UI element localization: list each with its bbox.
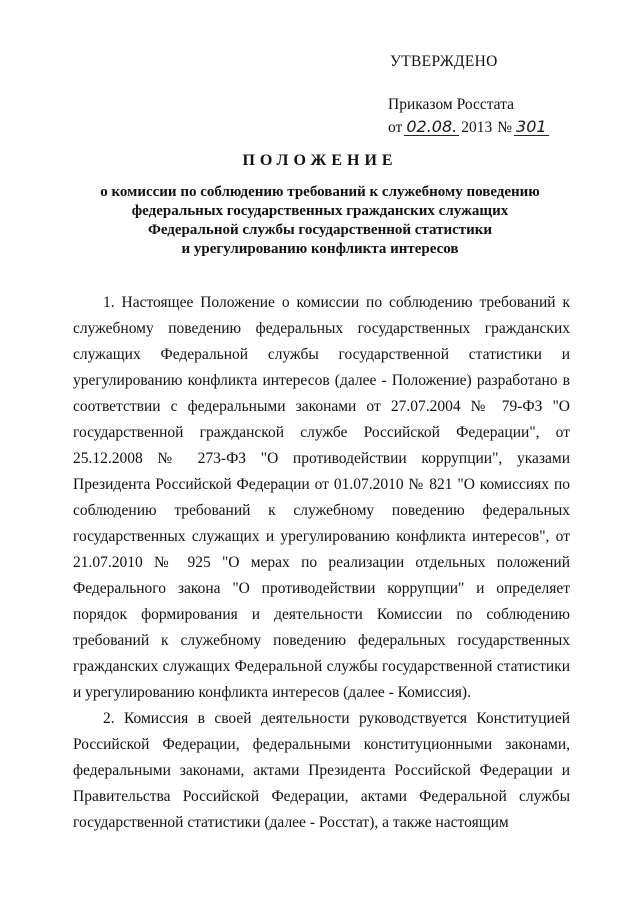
order-label: Приказом Росстата bbox=[388, 96, 514, 113]
subtitle-line: и урегулированию конфликта интересов bbox=[181, 241, 459, 257]
subtitle-line: федеральных государственных гражданских служащих bbox=[131, 203, 509, 219]
handwritten-number: 301 bbox=[516, 117, 547, 136]
approval-block bbox=[345, 50, 605, 139]
number-sign: № bbox=[497, 119, 513, 136]
paragraph-1: 1. Настоящее Положение о комиссии по соблюдению требований к служебному поведению федеральных государственных гражданских служащих Федеральной службы государственной статистики и урегулированию конфликта интересов (далее - Положение) разработано в соответствии с федеральными законами от 27.07.2004 № 79-ФЗ "О государственной гражданской службе Российской Федерации", от 25.12.2008 № 273-ФЗ "О противодействии коррупции", указами Президента Российской Федерации от 01.07.2010 № 821 "О комиссиях по соблюдению требований к служебному поведению федеральных государственных служащих и урегулированию конфликта интересов", от 21.07.2010 № 925 "О мерах по реализации отдельных положений Федерального закона "О противодействии коррупции" и определяет порядок формирования и деятельности Комиссии по соблюдению требований к служебному поведению федеральных государственных гражданских служащих Федеральной службы государственной статистики и урегулированию конфликта интересов (далее - Комиссия). bbox=[73, 294, 570, 701]
document-subtitle bbox=[60, 183, 580, 259]
paragraph-2: 2. Комиссия в своей деятельности руководствуется Конституцией Российской Федерации, федеральными конституционными законами, федеральными законами, актами Президента Российской Федерации и Правительства Российской Федерации, актами Федеральной службы государственной статистики (далее - Росстат), а также настоящим bbox=[73, 710, 570, 831]
subtitle-line: Федеральной службы государственной статистики bbox=[147, 222, 493, 238]
order-year: 2013 bbox=[461, 119, 493, 136]
order-date-number-line bbox=[388, 116, 605, 139]
title-block bbox=[60, 152, 580, 259]
handwritten-date: 02.08. bbox=[406, 117, 458, 136]
document-title: ПОЛОЖЕНИЕ bbox=[242, 152, 398, 169]
from-prefix: от bbox=[388, 119, 403, 136]
subtitle-line: о комиссии по соблюдению требований к служебному поведению bbox=[100, 184, 540, 200]
document-body bbox=[73, 290, 570, 836]
approved-stamp-text: УТВЕРЖДЕНО bbox=[390, 53, 498, 70]
order-reference bbox=[345, 93, 605, 139]
